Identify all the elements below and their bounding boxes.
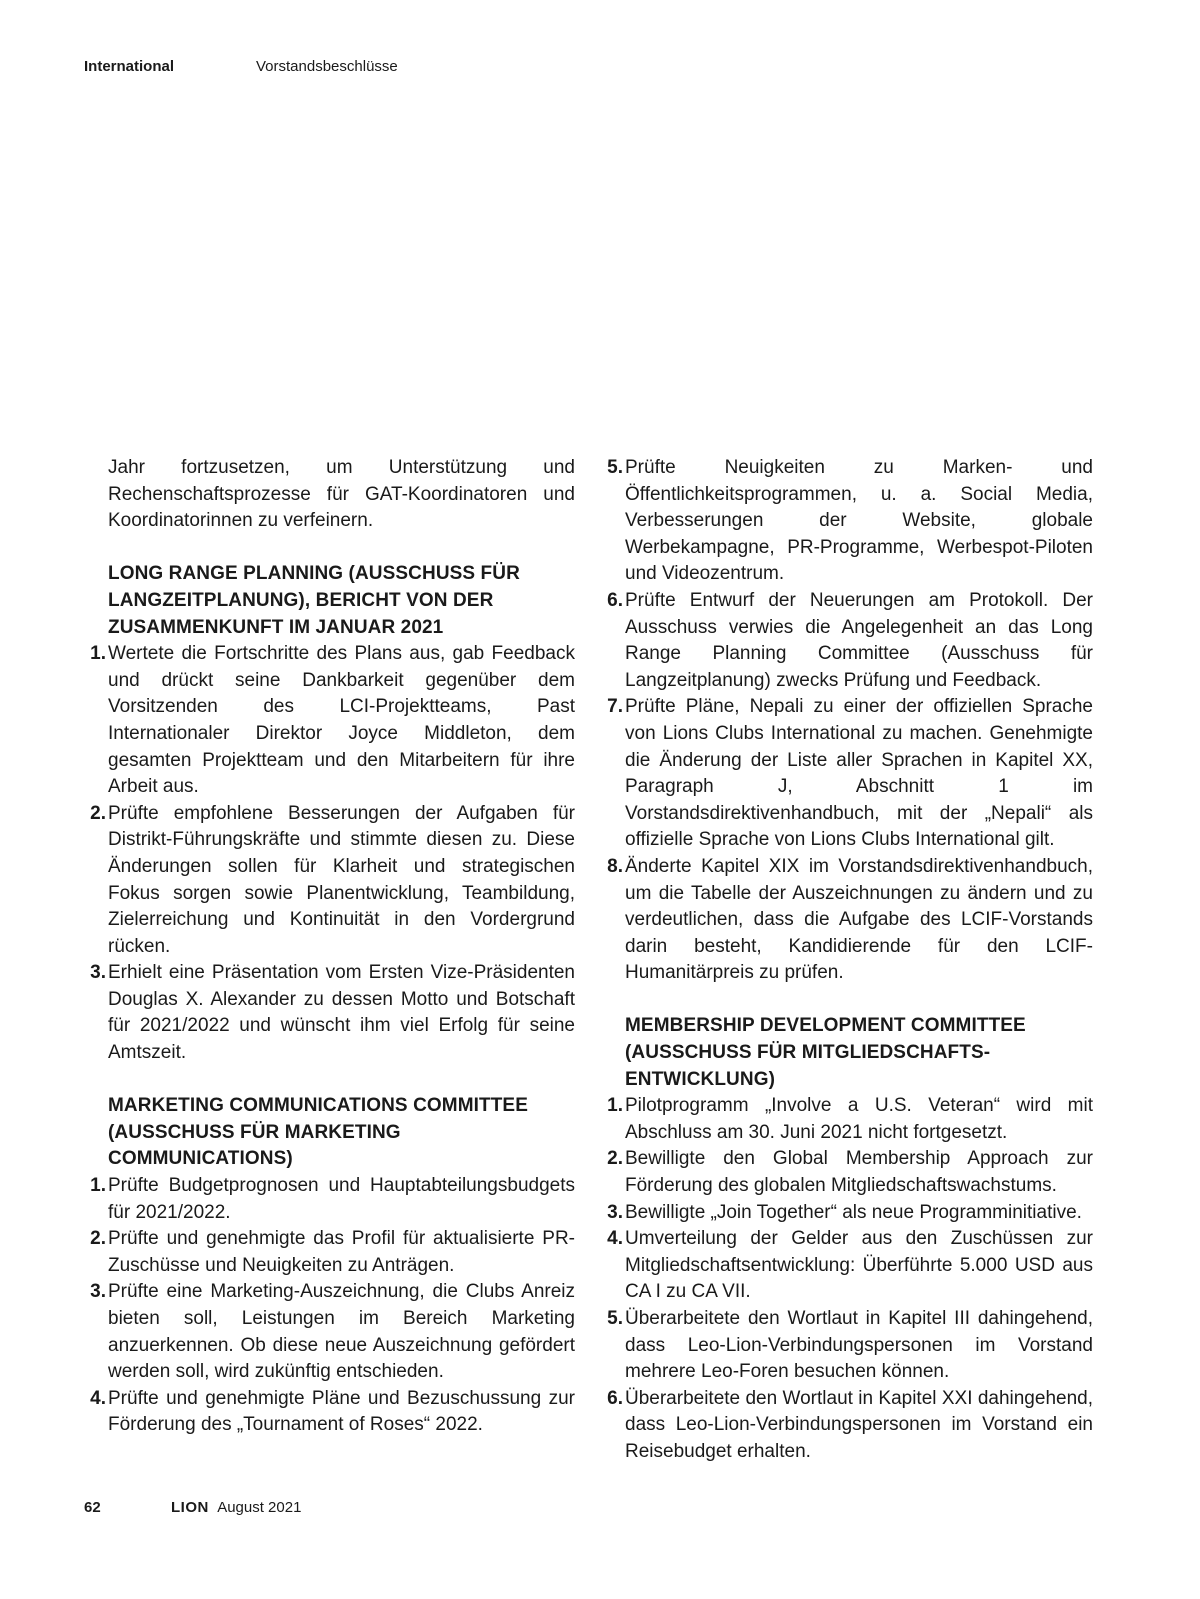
list-item [84,1279,575,1385]
item-text: Änderte Kapitel XIX im Vorstandsdirektivenhandbuch, um die Tabelle der Auszeichnungen zu ändern und zu verdeutlichen, dass die Aufgabe des LCIF-Vorstands darin besteht, Kandidierende für den LCIF-Humanitärpreis zu prüfen. [625,855,1093,984]
list-item [84,1173,575,1226]
item-number: 4. [607,1228,623,1250]
membership-development-list [601,1093,1093,1465]
list-item [84,801,575,961]
item-number: 8. [607,855,623,877]
topic-label: Vorstandsbeschlüsse [256,58,398,75]
page-footer [84,1498,302,1518]
item-number: 6. [607,1387,623,1409]
item-text: Prüfte empfohlene Besserungen der Aufgaben für Distrikt-Führungskräfte und stimmte diesen zu. Diese Änderungen sollen für Klarheit und strategischen Fokus sorgen sowie Planentwicklung, Teambildung, Zielerreichung und Kontinuität in den Vordergrund rücken. [108,802,575,957]
item-text: Prüfte Entwurf der Neuerungen am Protokoll. Der Ausschuss verwies die Angelegenheit an das Long Range Planning Committee (Ausschuss für Langzeitplanung) zwecks Prüfung und Feedback. [625,589,1093,691]
list-item [601,1093,1093,1146]
item-text: Pilotprogramm „Involve a U.S. Veteran“ wird mit Abschluss am 30. Juni 2021 nicht fortgesetzt. [625,1095,1093,1143]
item-number: 3. [90,962,106,984]
list-item [84,1386,575,1439]
item-text: Wertete die Fortschritte des Plans aus, gab Feedback und drückt seine Dankbarkeit gegenüber dem Vorsitzenden des LCI-Projektteams, Past Internationaler Direktor Joyce Middleton, dem gesamten Projektteam und den Mitarbeitern für ihre Arbeit aus. [108,643,575,798]
section-heading-long-range-planning: LONG RANGE PLANNING (AUSSCHUSS FÜR LANGZEITPLANUNG), BERICHT VON DER ZUSAMMENKUNFT IM JANUAR 2021 [108,563,520,638]
item-text: Prüfte eine Marketing-Auszeichnung, die Clubs Anreiz bieten soll, Leistungen im Bereich Marketing anzuerkennen. Ob diese neue Auszeichnung gefördert werden soll, wird zukünftig entschieden. [108,1281,575,1383]
page-number: 62 [84,1499,101,1516]
marketing-communications-list-continued [601,455,1093,987]
section-label: International [84,58,175,75]
item-number: 2. [90,1228,106,1250]
list-item [601,1306,1093,1386]
item-text: Erhielt eine Präsentation vom Ersten Vize-Präsidenten Douglas X. Alexander zu dessen Motto und Botschaft für 2021/2022 und wünscht ihm viel Erfolg für seine Amtszeit. [108,962,575,1064]
item-text: Bewilligte „Join Together“ als neue Programminitiative. [625,1201,1082,1223]
item-number: 4. [90,1387,106,1409]
item-text: Prüfte und genehmigte das Profil für aktualisierte PR-Zuschüsse und Neuigkeiten zu Anträgen. [108,1228,575,1276]
continued-paragraph: Jahr fortzusetzen, um Unterstützung und Rechenschaftsprozesse für GAT-Koordinatoren und Koordinatorinnen zu verfeinern. [108,457,575,532]
list-item [601,1226,1093,1306]
item-text: Prüfte und genehmigte Pläne und Bezuschussung zur Förderung des „Tournament of Roses“ 2022. [108,1387,575,1436]
item-number: 6. [607,589,623,611]
list-item [601,694,1093,854]
list-item [601,1146,1093,1199]
item-number: 3. [607,1201,623,1223]
item-number: 1. [90,643,106,665]
item-text: Umverteilung der Gelder aus den Zuschüssen zur Mitgliedschaftsentwicklung: Überführte 5.000 USD aus CA I zu CA VII. [625,1228,1093,1303]
list-item [601,854,1093,987]
section-heading-marketing-communications: MARKETING COMMUNICATIONS COMMITTEE (AUSSCHUSS FÜR MARKETING COMMUNICATIONS) [108,1095,528,1170]
item-number: 5. [607,1308,623,1329]
section-heading-membership-development: MEMBERSHIP DEVELOPMENT COMMITTEE (AUSSCHUSS FÜR MITGLIEDSCHAFTS-ENTWICKLUNG) [625,1015,1026,1090]
left-column [84,455,575,1439]
list-item [601,1200,1093,1227]
list-item [601,588,1093,694]
item-number: 2. [607,1148,623,1170]
magazine-issue [171,1498,301,1518]
list-item [84,960,575,1066]
long-range-planning-list [84,641,575,1067]
list-item [84,1226,575,1279]
item-text: Prüfte Neuigkeiten zu Marken- und Öffentlichkeitsprogrammen, u. a. Social Media, Verbesserungen der Website, globale Werbekampagne, PR-Programme, Werbespot-Piloten und Videozentrum. [625,457,1093,585]
right-column [601,455,1093,1466]
item-number: 5. [607,457,623,478]
item-number: 7. [607,696,623,718]
item-text: Überarbeitete den Wortlaut in Kapitel XXI dahingehend, dass Leo-Lion-Verbindungspersonen im Vorstand ein Reisebudget erhalten. [625,1387,1093,1462]
item-number: 2. [90,802,106,824]
item-text: Prüfte Budgetprognosen und Hauptabteilungsbudgets für 2021/2022. [108,1175,575,1223]
magazine-name: LION [171,1499,209,1516]
list-item [84,641,575,801]
list-item [601,1386,1093,1466]
item-text: Bewilligte den Global Membership Approach zur Förderung des globalen Mitgliedschaftswachstums. [625,1148,1093,1197]
marketing-communications-list [84,1173,575,1439]
list-item [601,455,1093,588]
item-text: Überarbeitete den Wortlaut in Kapitel III dahingehend, dass Leo-Lion-Verbindungspersonen im Vorstand mehrere Leo-Foren besuchen können. [625,1308,1093,1383]
item-number: 1. [607,1095,623,1117]
running-header [84,57,398,77]
item-number: 1. [90,1175,106,1197]
item-number: 3. [90,1281,106,1303]
item-text: Prüfte Pläne, Nepali zu einer der offiziellen Sprache von Lions Clubs International zu machen. Genehmigte die Änderung der Liste aller Sprachen in Kapitel XX, Paragraph J, Abschnitt 1 im Vorstandsdirektivenhandbuch, mit der „Nepali“ als offizielle Sprache von Lions Clubs International gilt. [625,696,1093,851]
issue-date: August 2021 [217,1499,302,1516]
